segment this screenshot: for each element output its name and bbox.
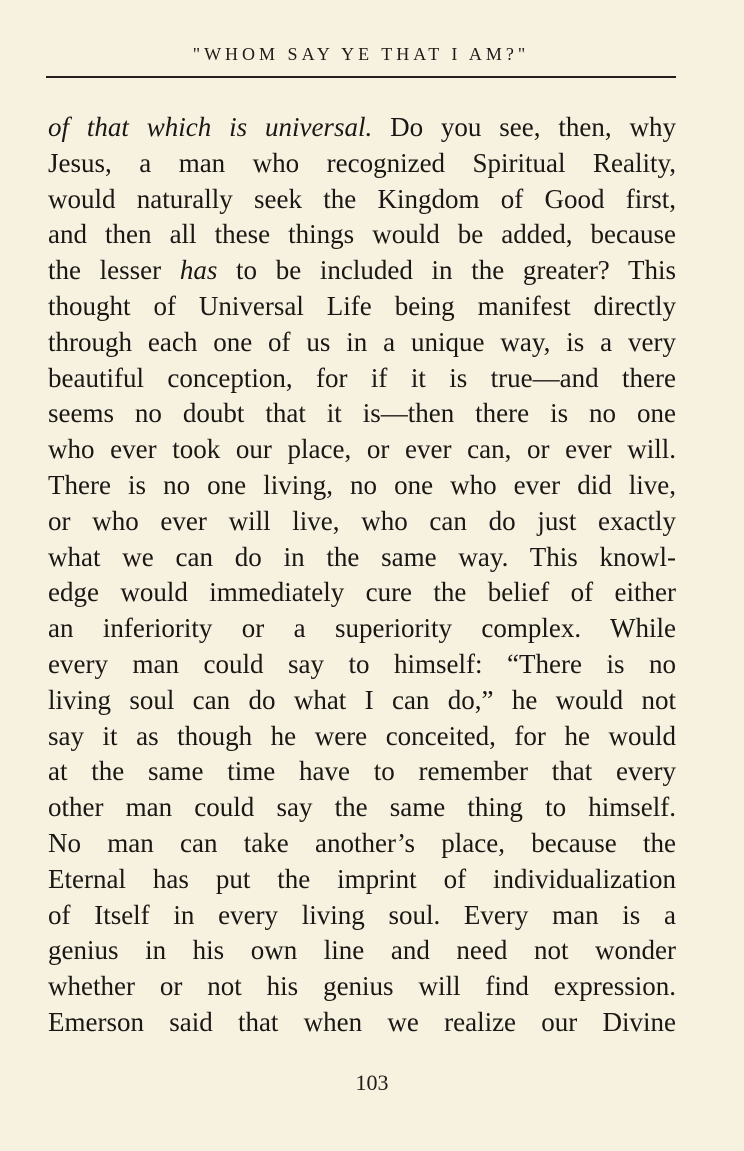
text-line xyxy=(48,933,676,969)
text-line xyxy=(48,325,676,361)
text-line xyxy=(48,969,676,1005)
text-run: through each one of us in a unique way, is a very xyxy=(48,326,676,357)
text-run: what we can do in the same way. This knowl- xyxy=(48,541,676,572)
italic-text: of that which is universal. xyxy=(48,112,373,142)
text-line xyxy=(48,432,676,468)
text-run: say it as though he were conceited, for he would xyxy=(48,720,676,751)
text-run: beautiful conception, for if it is true—and there xyxy=(48,362,676,393)
header-rule xyxy=(46,76,676,78)
text-line xyxy=(48,683,676,719)
text-run: to be included in the greater? This xyxy=(217,255,676,286)
text-line xyxy=(48,790,676,826)
text-line xyxy=(48,611,676,647)
text-line xyxy=(48,575,676,611)
text-run: of Itself in every living soul. Every man is a xyxy=(48,899,676,930)
text-run: No man can take another’s place, because the xyxy=(48,827,676,858)
text-run: or who ever will live, who can do just exactly xyxy=(48,505,676,536)
text-line xyxy=(48,110,676,146)
text-run: Jesus, a man who recognized Spiritual Reality, xyxy=(48,147,676,178)
text-line xyxy=(48,1005,676,1041)
text-line xyxy=(48,898,676,934)
running-head: "WHOM SAY YE THAT I AM?" xyxy=(192,44,530,64)
text-run: every man could say to himself: “There is no xyxy=(48,648,676,679)
body-text xyxy=(48,110,676,1041)
text-line xyxy=(48,719,676,755)
text-line xyxy=(48,468,676,504)
text-line xyxy=(48,647,676,683)
text-run: would naturally seek the Kingdom of Good first, xyxy=(48,183,676,214)
text-line xyxy=(48,182,676,218)
text-run: genius in his own line and need not wonder xyxy=(48,935,676,966)
text-run: thought of Universal Life being manifest directly xyxy=(48,290,676,321)
text-run: and then all these things would be added, because xyxy=(48,219,676,250)
text-run: Emerson said that when we realize our Divine xyxy=(48,1006,676,1037)
text-line xyxy=(48,361,676,397)
italic-text: has xyxy=(179,255,218,286)
text-run: who ever took our place, or ever can, or ever will. xyxy=(48,434,676,465)
text-line xyxy=(48,504,676,540)
page-number: 103 xyxy=(355,1070,389,1095)
text-run: living soul can do what I can do,” he would not xyxy=(48,684,676,715)
text-line xyxy=(48,826,676,862)
text-run: other man could say the same thing to himself. xyxy=(48,792,676,823)
text-run: edge would immediately cure the belief of either xyxy=(48,577,676,608)
text-line xyxy=(48,253,676,289)
text-run: at the same time have to remember that every xyxy=(48,756,676,787)
text-run: an inferiority or a superiority complex. While xyxy=(48,613,676,644)
text-line xyxy=(48,396,676,432)
text-line xyxy=(48,862,676,898)
text-line xyxy=(48,754,676,790)
text-run: There is no one living, no one who ever did live, xyxy=(48,469,676,500)
text-run: Do you see, then, why xyxy=(372,112,676,142)
text-line xyxy=(48,217,676,253)
text-run: whether or not his genius will find expression. xyxy=(48,971,676,1002)
text-line xyxy=(48,540,676,576)
text-run: seems no doubt that it is—then there is no one xyxy=(48,398,676,429)
text-run: Eternal has put the imprint of individualization xyxy=(48,863,676,894)
text-line xyxy=(48,146,676,182)
text-line xyxy=(48,289,676,325)
text-run: the lesser xyxy=(48,255,180,286)
